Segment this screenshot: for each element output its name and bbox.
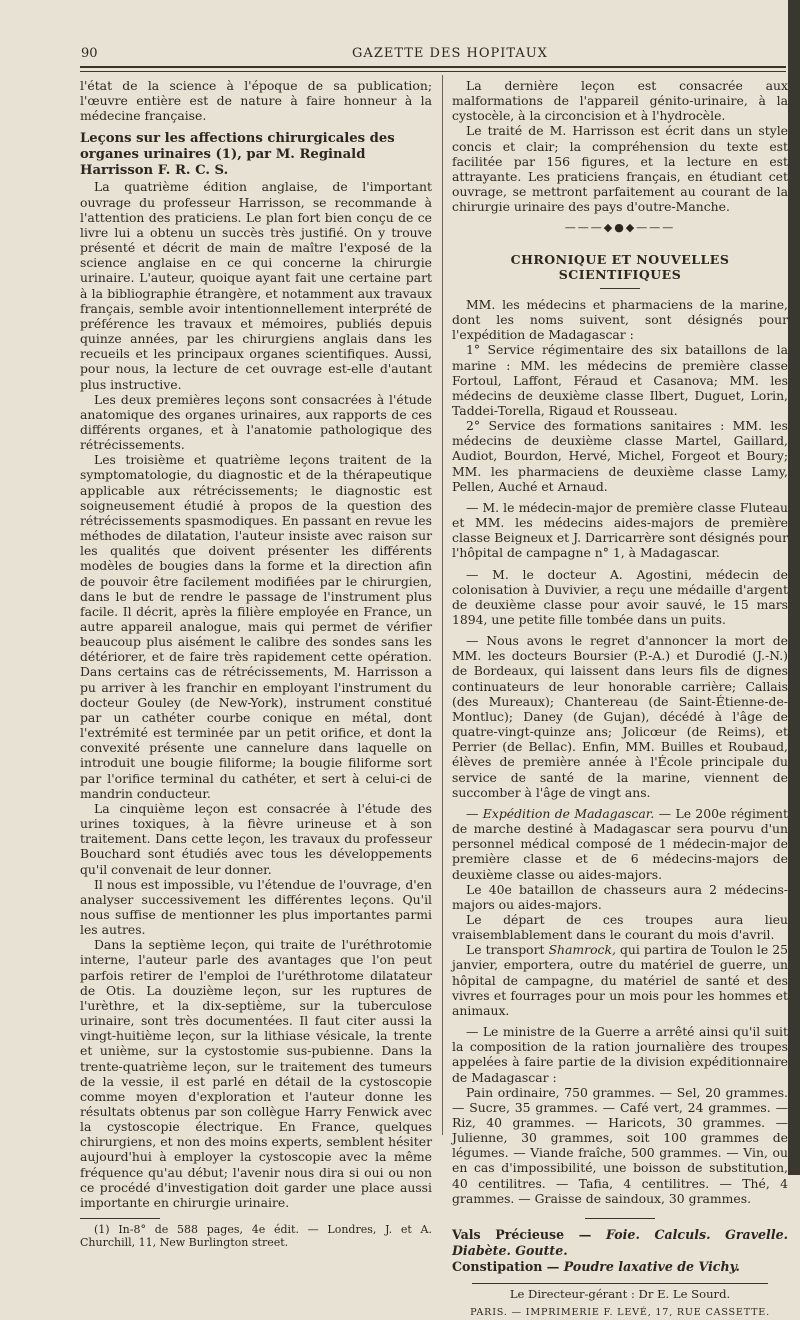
news-item: Le 40e bataillon de chasseurs aura 2 médecins-majors ou aides-majors.: [452, 881, 788, 912]
ad-rule: [585, 1218, 655, 1219]
director-line: Le Directeur-gérant : Dr E. Le Sourd.: [509, 1286, 731, 1301]
news-item-text: — Le 200e régiment de marche destiné à Madagascar sera pourvu d'un personnel médical composé de 1 médecin-major de première classe et de 6 médecins-majors de deuxième classe ou aides-majors.: [452, 805, 788, 882]
running-title: GAZETTE DES HOPITAUX: [352, 46, 548, 61]
page-edge: [788, 0, 800, 1175]
ad-brand: Vals Précieuse: [452, 1226, 565, 1242]
news-item: [452, 942, 788, 1018]
section-rule: [600, 288, 640, 289]
news-item: MM. les médecins et pharmaciens de la marine, dont les noms suivent, sont désignés pour l'expédition de Madagascar :: [452, 296, 788, 343]
article-heading: Leçons sur les affections chirurgicales des organes urinaires (1), par M. Reginald Harrisson F. R. C. S.: [80, 131, 395, 179]
news-item: — Expédition de Madagascar. — Le 200e régiment de marche destiné à Madagascar sera pourvu d'un personnel médical composé de 1 médecin-major de première classe et de 6 médecins-majors de deuxième classe ou aides-majors.: [452, 805, 788, 882]
right-paragraph: Le traité de M. Harrisson est écrit dans un style concis et clair; la compréhension du texte est facilitée par 156 figures, et la lecture en est attrayante. Les praticiens français, en étudiant cet ouvrage, se mettront parfaitement au courant de la chirurgie urinaire des pays d'outre-Manche.: [452, 123, 788, 215]
news-item: 1° Service régimentaire des six bataillons de la marine : MM. les médecins de première classe Fortoul, Laffont, Féraud et Casanova; MM. les médecins de deuxième classe Ilbert, Duguet, Lorin, Taddei-Torella, Rigaud et Rousseau.: [452, 342, 788, 418]
ad-dash: —: [564, 1226, 606, 1242]
left-paragraph: Les deux premières leçons sont consacrées à l'étude anatomique des organes urinaires, aux rapports de ces différents organes, et à l'anatomie pathologique des rétrécissements.: [80, 391, 432, 453]
ad-dash: —: [542, 1258, 564, 1274]
left-paragraph-continued: l'état de la science à l'époque de sa publication; l'œuvre entière est de nature à faire honneur à la médecine française.: [80, 78, 432, 124]
header-rule: [80, 66, 786, 68]
news-item: — Le ministre de la Guerre a arrêté ainsi qu'il suit la composition de la ration journalière des troupes appelées à faire partie de la division expéditionnaire de Madagascar :: [452, 1024, 788, 1085]
news-item: Pain ordinaire, 750 grammes. — Sel, 20 grammes. — Sucre, 35 grammes. — Café vert, 24 grammes. — Riz, 40 grammes. — Haricots, 30 grammes. — Julienne, 30 grammes, soit 100 grammes de légumes. — Viande fraîche, 500 grammes. — Vin, ou en cas d'impossibilité, une boisson de substitution, 40 centilitres. — Tafia, 4 centilitres. — Thé, 4 grammes. — Graisse de saindoux, 30 grammes.: [452, 1084, 788, 1206]
left-paragraph: Dans la septième leçon, qui traite de l'uréthrotomie interne, l'auteur parle des avantages que l'on peut parfois retirer de l'emploi de l'uréthrotome dilatateur de Otis. La douzième leçon, sur les ruptures de l'urèthre, et la dix-septième, sur la tuberculose urinaire, sont très documentées. Il faut citer aussi la vingt-huitième leçon, sur la lithiase vésicale, la trente et unième, sur la cystostomie sus-pubienne. Dans la trente-quatrième leçon, sur le traitement des tumeurs de la vessie, il est parlé en détail de la cystoscopie comme moyen d'exploration et l'auteur donne les résultats obtenus par son collègue Harry Fenwick avec la cystoscopie électrique. En France, quelques chirurgiens, et non des moins experts, semblent hésiter aujourd'hui à employer la cystoscopie avec la même fréquence qu'au début; l'avenir nous dira si oui ou non ce procédé d'investigation doit garder une place aussi importante en chirurgie urinaire.: [80, 937, 432, 1210]
left-paragraph: La quatrième édition anglaise, de l'important ouvrage du professeur Harrisson, se recommande à l'attention des praticiens. Le plan fort bien conçu de ce livre lui a obtenu un succès très justifié. On y trouve présenté et décrit de main de maître l'exposé de la science anglaise en ce qui concerne la chirurgie urinaire. L'auteur, quoique ayant fait une certaine part à la bibliographie étrangère, et notamment aux travaux français, semble avoir intentionnellement interprété de préférence les travaux et mémoires, publiés depuis quinze années, par les chirurgiens anglais dans les recueils et les principaux organes scientifiques. Aussi, pour nous, la lecture de cet ouvrage est-elle d'autant plus instructive.: [80, 179, 432, 392]
ad-brand: Constipation: [452, 1258, 543, 1274]
news-item-text: qui partira de Toulon le 25 janvier, emportera, outre du matériel de guerre, un hôpital de campagne, du matériel de santé et des vivres et fourrages pour un mois pour les hommes et animaux.: [452, 942, 788, 1018]
footnote: (1) In-8° de 588 pages, 4e édit. — Londres, J. et A. Churchill, 11, New Burlington street.: [80, 1223, 432, 1250]
news-item: — M. le docteur A. Agostini, médecin de colonisation à Duvivier, a reçu une médaille d'argent de deuxième classe pour avoir sauvé, le 15 mars 1894, une petite fille tombée dans un puits.: [452, 566, 788, 627]
ad-text: Poudre laxative de Vichy.: [563, 1258, 740, 1274]
ornament-divider: ———◆●◆———: [564, 221, 676, 235]
left-column: [80, 78, 432, 1249]
news-item-text: Le transport: [466, 942, 549, 958]
advertisement-vals: [452, 1227, 788, 1259]
news-item: Le départ de ces troupes aura lieu vraisemblablement dans le courant du mois d'avril.: [452, 911, 788, 943]
header-rule-thin: [80, 71, 786, 72]
news-item: — Nous avons le regret d'annoncer la mort de MM. les docteurs Boursier (P.-A.) et Durodié (J.-N.) de Bordeaux, qui laissent dans leurs fils de dignes continuateurs de leur honorable carrière; Callais (des Mureaux); Chantereau (de Saint-Étienne-de-Montluc); Daney (de Gujan), décédé à l'âge de quatre-vingt-quinze ans; Jolicœur (de Reims), et Perrier (de Bellac). Enfin, MM. Builles et Roubaud, élèves de première année à l'École principale du service de santé de la marine, viennent de succomber à l'âge de vingt ans.: [452, 633, 788, 800]
left-paragraph: La cinquième leçon est consacrée à l'étude des urines toxiques, à la fièvre urineuse et à son traitement. Dans cette leçon, les travaux du professeur Bouchard sont étudiés avec tous les développements qu'il convenait de leur donner.: [80, 800, 432, 877]
column-divider: [442, 75, 443, 1135]
page-number: 90: [81, 46, 98, 61]
left-paragraph: Il nous est impossible, vu l'étendue de l'ouvrage, d'en analyser successivement les différentes leçons. Qu'il nous suffise de mentionner les plus importantes parmi les autres.: [80, 876, 432, 938]
printer-line: PARIS. — IMPRIMERIE F. LEVÉ, 17, RUE CASSETTE.: [470, 1307, 770, 1319]
footnote-rule: [80, 1218, 160, 1219]
ship-name: Shamrock,: [548, 942, 616, 958]
section-title: CHRONIQUE ET NOUVELLES SCIENTIFIQUES: [510, 251, 730, 282]
ad-text: Foie. Calculs. Gravelle. Diabète. Goutte.: [452, 1226, 788, 1258]
left-paragraph: Les troisième et quatrième leçons traitent de la symptomatologie, du diagnostic et de la thérapeutique applicable aux rétrécissements; le diagnostic est soigneusement étudié à propos de la question des rétrécissements spasmodiques. En passant en revue les méthodes de dilatation, l'auteur insiste avec raison sur les qualités que doivent présenter les différents modèles de bougies dans la forme et la direction afin de pouvoir être facilement modifiées par le chirurgien, dans le but de rendre le passage de l'instrument plus facile. Il décrit, après la filière employée en France, un autre appareil analogue, mais qui permet de vérifier beaucoup plus aisément le calibre des sondes sans les détériorer, et de faire très rapidement cette opération. Dans certains cas de rétrécissements, M. Harrisson a pu arriver à les franchir en employant l'instrument du docteur Gouley (de New-York), instrument constitué par un cathéter courbe conique en métal, dont l'extrémité est terminée par un petit orifice, et dont la convexité présente une cannelure dans laquelle on introduit une bougie filiforme; la bougie filiforme sort par l'orifice terminal du cathéter, et sert à celui-ci de mandrin conducteur.: [80, 452, 432, 801]
news-item: — M. le médecin-major de première classe Fluteau et MM. les médecins aides-majors de première classe Beigneux et J. Darricarrère sont désignés pour l'hôpital de campagne n° 1, à Madagascar.: [452, 499, 788, 561]
news-item-emphasis: Expédition de Madagascar.: [482, 805, 655, 821]
news-item: 2° Service des formations sanitaires : MM. les médecins de deuxième classe Martel, Gaillard, Audiot, Bourdon, Hervé, Michel, Forgeot et Boury; MM. les pharmaciens de deuxième classe Lamy, Pellen, Auché et Arnaud.: [452, 418, 788, 494]
advertisement-constipation: [452, 1259, 788, 1275]
right-column: [452, 78, 788, 1320]
director-rule: [472, 1283, 768, 1284]
right-paragraph: La dernière leçon est consacrée aux malformations de l'appareil génito-urinaire, à la cystocèle, à la circoncision et à l'hydrocèle.: [452, 78, 788, 124]
